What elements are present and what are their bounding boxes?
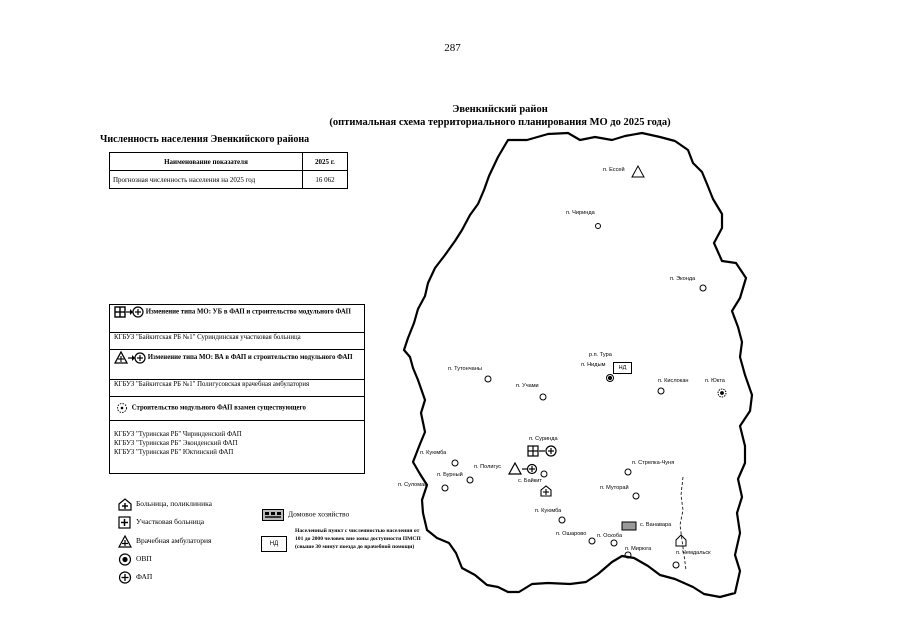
- fap-icon: [467, 477, 473, 483]
- map-label-chemdalsk: п. Чемдальск: [676, 550, 711, 556]
- surinda-change-icon: [528, 446, 556, 456]
- legend-ambulatory-label: Врачебная амбулатория: [136, 536, 212, 546]
- map-label-chirinda: п. Чиринда: [566, 210, 595, 216]
- baykit-hospital-icon: [541, 486, 551, 496]
- map-label-kuyumba: п. Куюмба: [420, 450, 447, 456]
- list-item: КГБУЗ "Туринская РБ" Чиринденский ФАП: [114, 431, 242, 438]
- map-label-kuyumba2: п. Куюмба: [535, 508, 562, 514]
- page-title: Эвенкийский район: [452, 104, 548, 115]
- map-label-nidym: п. Нидым: [581, 362, 606, 368]
- vanavara-hospital-icon: [676, 535, 686, 546]
- legend-household-label: Домовое хозяйство: [288, 509, 350, 519]
- map-label-yukta: п. Юкта: [705, 378, 725, 384]
- table-header-cell: 2025 г.: [303, 153, 348, 171]
- map-label-oskoba: п. Оскоба: [597, 533, 623, 539]
- legend-hospital-label: Больница, поликлиника: [136, 499, 212, 509]
- map-label-esey: п. Ессей: [603, 167, 625, 173]
- map-label-kisloviy: п. Кислокан: [658, 378, 689, 384]
- map-label-strelka: п. Стрелка-Чуня: [632, 460, 675, 466]
- page-number: 287: [444, 42, 461, 54]
- table-cell: 16 062: [303, 171, 348, 189]
- poligus-change-icon: [509, 463, 537, 474]
- fap-icon: [611, 540, 617, 546]
- table-header-cell: Наименование показателя: [110, 153, 303, 171]
- vanavara-household-icon: [622, 522, 636, 530]
- fap-icon: [625, 469, 631, 475]
- map-nd-box: НД: [613, 362, 632, 374]
- list-item: КГБУЗ "Туринская РБ" Эконденский ФАП: [114, 440, 238, 447]
- fap-icon: [442, 485, 448, 491]
- fap-icon: [589, 538, 595, 544]
- fap-icon: [700, 285, 706, 291]
- map-label-muctoray: п. Муторай: [600, 485, 629, 491]
- map-label-mirny: п. Мирюга: [625, 546, 652, 552]
- ambulatory-icon: [632, 166, 644, 177]
- fap-icon: [673, 562, 679, 568]
- map-label-tura: р.п. Тура: [589, 352, 612, 358]
- legend-district-hospital-label: Участковая больница: [136, 517, 205, 527]
- list-item: КГБУЗ "Туринская РБ" Юктинский ФАП: [114, 449, 234, 456]
- population-title: Численность населения Эвенкийского района: [100, 134, 310, 145]
- page-subtitle: (оптимальная схема территориального планирования МО до 2025 года): [329, 117, 671, 128]
- measure-3-title: Строительство модульного ФАП взамен существующего: [131, 404, 306, 412]
- legend-ovp-label: ОВП: [136, 554, 152, 564]
- fap-icon: [633, 493, 639, 499]
- map-label-burniy: п. Бурный: [437, 472, 463, 478]
- map-label-uchami: п. Учами: [516, 383, 539, 389]
- fap-icon: [541, 471, 547, 477]
- map-label-surinda: п. Суринда: [529, 436, 558, 442]
- fap-icon: [485, 376, 491, 382]
- measure-1-desc: КГБУЗ "Байкитская РБ №1" Суриндинская участковая больница: [114, 334, 301, 341]
- map-label-sulomay: п. Суломай: [398, 482, 428, 488]
- measure-2-desc: КГБУЗ "Байкитская РБ №1" Полигусовская врачебная амбулатория: [114, 381, 310, 388]
- fap-icon: [658, 388, 664, 394]
- map-label-omorovo: п. Ошарово: [556, 531, 587, 537]
- legend-nd-note: Населенный пункт с численностью населения от 101 до 2000 человек вне зоны доступности ПМСП (свыше 30 минут поезда до врачебной помощи): [295, 528, 421, 551]
- district-boundary: [404, 133, 752, 597]
- map-label-poligus: п. Полигус: [474, 464, 502, 470]
- map-label-ekonda: п. Эконда: [670, 276, 696, 282]
- table-cell: Прогнозная численность населения на 2025 год: [110, 171, 303, 189]
- map-label-tutonchany: п. Тутончаны: [448, 366, 482, 372]
- measure-2-title: Изменение типа МО: ВА в ФАП и строительство модульного ФАП: [147, 354, 353, 362]
- nd-legend-symbol: НД: [261, 536, 287, 552]
- fap-icon: [559, 517, 565, 523]
- legend-fap-label: ФАП: [136, 572, 153, 582]
- fap-icon: [540, 394, 546, 400]
- measure-1-title: Изменение типа МО: УБ в ФАП и строительство модульного ФАП: [145, 308, 351, 316]
- fap-icon: [596, 224, 601, 229]
- fap-icon: [452, 460, 458, 466]
- map-label-baykit: с. Байкит: [518, 478, 542, 484]
- map-label-vanavara: с. Ванавара: [640, 522, 672, 528]
